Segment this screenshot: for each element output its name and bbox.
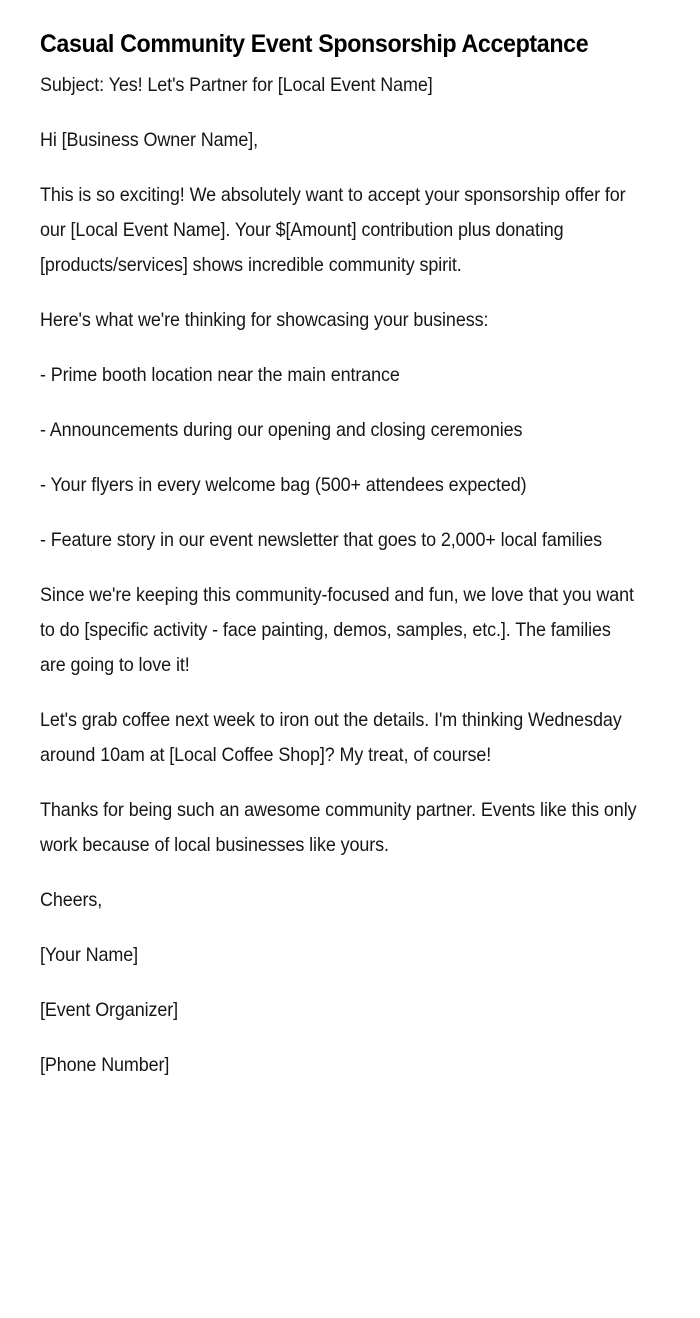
benefit-item: - Prime booth location near the main entrance [40,365,400,386]
benefit-item: - Feature story in our event newsletter that goes to 2,000+ local families [40,530,602,551]
signature-role: [Event Organizer] [40,1000,179,1021]
thanks-paragraph: Thanks for being such an awesome community partner. Events like this only work because of local businesses like yours. [40,800,637,856]
signature-name: [Your Name] [40,945,139,966]
benefit-item: - Announcements during our opening and closing ceremonies [40,420,523,441]
subject-line: Subject: Yes! Let's Partner for [Local Event Name] [40,75,433,96]
benefit-item: - Your flyers in every welcome bag (500+ attendees expected) [40,475,527,496]
activity-paragraph: Since we're keeping this community-focused and fun, we love that you want to do [specific activity - face painting, demos, samples, etc.]. The families are going to love it! [40,585,634,676]
list-intro: Here's what we're thinking for showcasing your business: [40,310,489,331]
closing: Cheers, [40,890,103,911]
greeting: Hi [Business Owner Name], [40,130,259,151]
signature-phone: [Phone Number] [40,1055,170,1076]
document-title: Casual Community Event Sponsorship Acceptance [40,30,589,58]
intro-paragraph: This is so exciting! We absolutely want to accept your sponsorship offer for our [Local Event Name]. Your $[Amount] contribution plus donating [products/services] shows incredible community spirit. [40,185,626,276]
meeting-paragraph: Let's grab coffee next week to iron out the details. I'm thinking Wednesday around 10am at [Local Coffee Shop]? My treat, of course! [40,710,622,766]
